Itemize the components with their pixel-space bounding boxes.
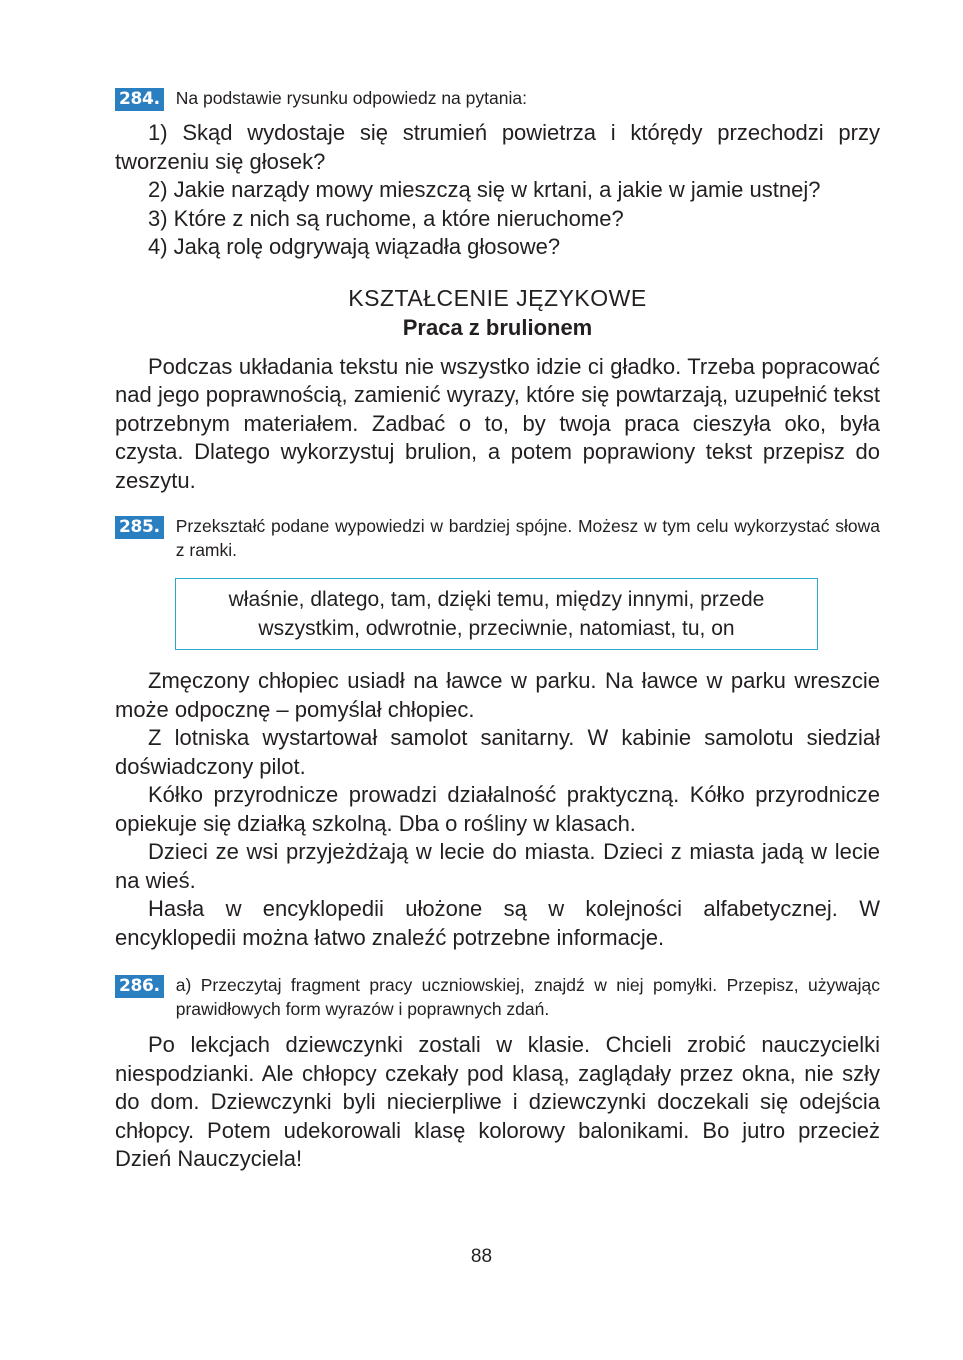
question: 2) Jakie narządy mowy mieszczą się w krtani, a jakie w jamie ustnej? <box>148 177 821 202</box>
exercise-284-questions <box>115 119 880 262</box>
question: 3) Które z nich są ruchome, a które nieruchome? <box>148 205 624 231</box>
exercise-number-badge: 286. <box>115 975 164 998</box>
exercise-number-badge: 284. <box>115 88 164 111</box>
exercise-instruction: Na podstawie rysunku odpowiedz na pytania: <box>175 88 527 108</box>
section-title: KSZTAŁCENIE JĘZYKOWE <box>348 284 647 311</box>
word-box <box>175 578 818 650</box>
sentence-pair: Dzieci ze wsi przyjeżdżają w lecie do miasta. Dzieci z miasta jadą w lecie na wieś. <box>115 839 880 893</box>
section-subtitle: Praca z brulionem <box>402 314 593 340</box>
word-box-line: właśnie, dlatego, tam, dzięki temu, między innymi, przede <box>228 588 765 611</box>
exercise-285-sentences <box>115 667 880 952</box>
exercise-instruction: a) Przeczytaj fragment pracy uczniowskiej, znajdź w niej pomyłki. Przepisz, używając prawidłowych form wyrazów i poprawnych zdań. <box>175 975 880 1019</box>
exercise-285-header <box>115 514 880 562</box>
exercise-instruction: Przekształć podane wypowiedzi w bardziej spójne. Możesz w tym celu wykorzystać słowa z ramki. <box>175 516 880 560</box>
question: 4) Jaką rolę odgrywają wiązadła głosowe? <box>148 234 561 259</box>
textbook-page <box>115 86 880 1174</box>
exercise-284-header <box>115 86 880 111</box>
section-intro-paragraph: Podczas układania tekstu nie wszystko idzie ci gładko. Trzeba popracować nad jego poprawnością, zamienić wyrazy, które się powtarzają, uzupełnić tekst potrzebnym materiałem. Zadbać o to, by twoja praca cieszyła oko, była czysta. Dlatego wykorzystuj brulion, a potem poprawiony tekst przepisz do zeszytu. <box>115 353 880 493</box>
sentence-pair: Z lotniska wystartował samolot sanitarny. W kabinie samolotu siedział doświadczony pilot. <box>115 725 880 779</box>
section-heading <box>115 283 880 343</box>
exercise-286-header <box>115 973 880 1021</box>
sentence-pair: Zmęczony chłopiec usiadł na ławce w parku. Na ławce w parku wreszcie może odpocznę – pomyślał chłopiec. <box>115 668 880 722</box>
page-number: 88 <box>470 1246 493 1267</box>
question: 1) Skąd wydostaje się strumień powietrza i którędy przechodzi przy tworzeniu się głosek? <box>115 120 880 174</box>
exercise-number-badge: 285. <box>115 516 164 539</box>
sentence-pair: Hasła w encyklopedii ułożone są w kolejności alfabetycznej. W encyklopedii można łatwo znaleźć potrzebne informacje. <box>115 896 880 950</box>
student-text-fragment: Po lekcjach dziewczynki zostali w klasie. Chcieli zrobić nauczycielki niespodzianki. Ale chłopcy czekały pod klasą, zaglądały przez okna, nie szły do dom. Dziewczynki byli niecierpliwe i dziewczynki doczekali się odejścia chłopcy. Potem udekorowali klasę kolorowy balonikami. Bo jutro przecież Dzień Nauczyciela! <box>115 1032 880 1171</box>
sentence-pair: Kółko przyrodnicze prowadzi działalność praktyczną. Kółko przyrodnicze opiekuje się działką szkolną. Dba o rośliny w klasach. <box>115 782 880 836</box>
word-box-line: wszystkim, odwrotnie, przeciwnie, natomiast, tu, on <box>258 617 735 640</box>
